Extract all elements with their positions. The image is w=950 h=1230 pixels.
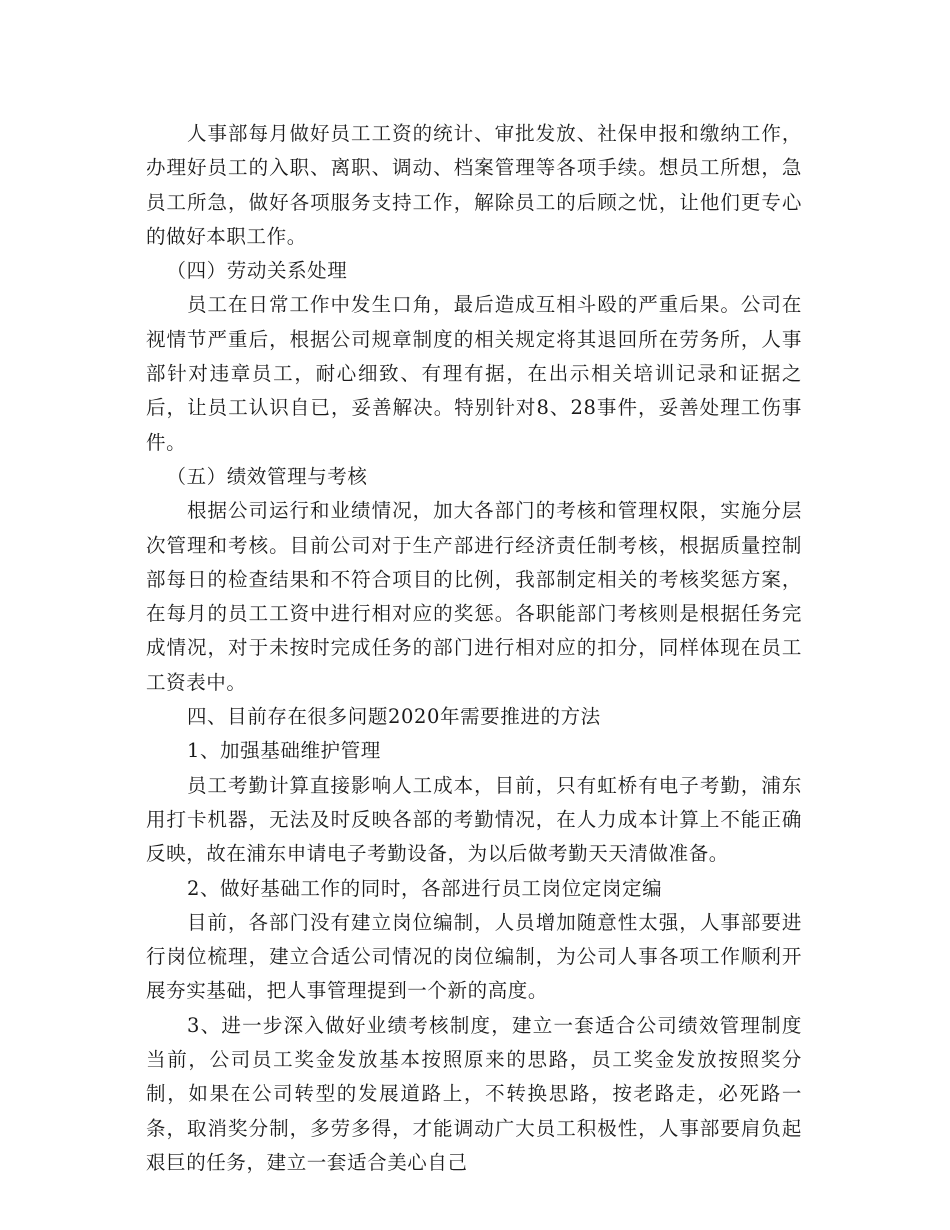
paragraph-attendance: 员工考勤计算直接影响人工成本，目前，只有虹桥有电子考勤，浦东用打卡机器，无法及时反映各部的考勤情况，在人力成本计算上不能正确反映，故在浦东申请电子考勤设备，为以后做考勤天天清做准备。 xyxy=(146,773,802,866)
paragraph-payroll-services: 人事部每月做好员工工资的统计、审批发放、社保申报和缴纳工作，办理好员工的入职、离职、调动、档案管理等各项手续。想员工所想，急员工所急，做好各项服务支持工作，解除员工的后顾之忧，让他们更专心的做好本职工作。 xyxy=(146,122,802,248)
document-body xyxy=(146,117,802,1180)
paragraph-performance-system: 3、进一步深入做好业绩考核制度，建立一套适合公司绩效管理制度当前，公司员工奖金发放基本按照原来的思路，员工奖金发放按照奖分制，如果在公司转型的发展道路上，不转换思路，按老路走，必死路一条，取消奖分制，多劳多得，才能调动广大员工积极性，人事部要肩负起艰巨的任务，建立一套适合美心自己 xyxy=(146,1013,802,1174)
section-heading-problems-2020: 四、目前存在很多问题2020年需要推进的方法 xyxy=(186,705,601,729)
section-heading-performance: （五）绩效管理与考核 xyxy=(166,464,368,488)
paragraph-post-staffing: 目前，各部门没有建立岗位编制，人员增加随意性太强，人事部要进行岗位梳理，建立合适公司情况的岗位编制，为公司人事各项工作顺利开展夯实基础，把人事管理提到一个新的高度。 xyxy=(146,910,802,1003)
subheading-basic-maintenance: 1、加强基础维护管理 xyxy=(186,739,381,763)
paragraph-performance: 根据公司运行和业绩情况，加大各部门的考核和管理权限，实施分层次管理和考核。目前公司对于生产部进行经济责任制考核，根据质量控制部每日的检查结果和不符合项目的比例，我部制定相关的考核奖惩方案，在每月的员工工资中进行相对应的奖惩。各职能部门考核则是根据任务完成情况，对于未按时完成任务的部门进行相对应的扣分，同样体现在员工工资表中。 xyxy=(146,499,802,694)
subheading-post-staffing: 2、做好基础工作的同时，各部进行员工岗位定岗定编 xyxy=(186,876,663,900)
section-heading-labor-relations: （四）劳动关系处理 xyxy=(166,259,348,283)
paragraph-labor-relations: 员工在日常工作中发生口角，最后造成互相斗殴的严重后果。公司在视情节严重后，根据公司规章制度的相关规定将其退回所在劳务所，人事部针对违章员工，耐心细致、有理有据，在出示相关培训记录和证据之后，让员工认识自已，妥善解决。特别针对8、28事件，妥善处理工伤事件。 xyxy=(146,293,802,454)
